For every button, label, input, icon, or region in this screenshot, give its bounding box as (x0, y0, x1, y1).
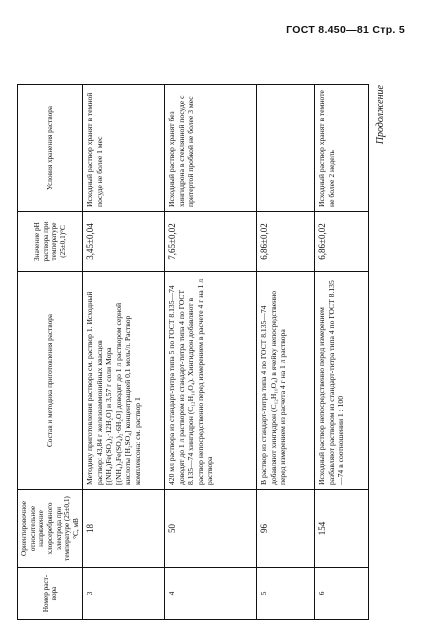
header-number: Номер раст-вора (18, 568, 83, 620)
row-composition: Методику приготовления раствора см. раствор 1. Исходный раствор: 43,84 г железоаммонийных квасцов [(NH₄)Fe(SO₄)₂·12H₂O] и 3,57 г соли Мора [(NH₄)₂Fe(SO₄)₂·6H₂O] доводят до 1 л раствором серной кислоты [H₂SO₄] концентрацией 0,1 моль/л. Раствор комплексона: см. раствор 1 (83, 272, 165, 490)
row-number: 6 (315, 568, 369, 620)
header-voltage: Ориентировочное относительное напряжение хлорсеребряного электрода при температуре (25±0,1)°С, мВ (18, 490, 83, 568)
row-ph: 3,45±0,04 (83, 212, 165, 272)
row-ph: 6,86±0,02 (315, 212, 369, 272)
row-voltage: 18 (83, 490, 165, 568)
row-composition: 420 мл раствора из стандарт-титра типа 5 по ГОСТ 8.135—74 доводят до 1 л раствором из стандарт-титра типа 4 по ГОСТ 8.135—74 хингидрон (C₁₂H₁₀O₄). Хингидрон добавляют в раствор непосредственно перед измерением в расчете 4 г на 1 л раствора (165, 272, 257, 490)
rotated-table-block (17, 85, 412, 620)
row-number: 4 (165, 568, 257, 620)
row-storage: Исходный раствор хранят в темноте не более 2 недель (315, 85, 369, 212)
row-voltage: 50 (165, 490, 257, 568)
header-ph: Значение pH раствора при температуре (25±0,1)°С (18, 212, 83, 272)
page-header: ГОСТ 8.450—81 Стр. 5 (286, 24, 405, 36)
row-composition: Исходный раствор непосредственно перед измерением разбавляют раствором из стандарт-титра типа 4 по ГОСТ 8.135—74 в соотношении 1 : 100 (315, 272, 369, 490)
solutions-table (17, 84, 369, 620)
header-composition: Состав и методика приготовления раствора (18, 272, 83, 490)
row-number: 3 (83, 568, 165, 620)
table-row (315, 85, 369, 620)
row-storage: Исходный раствор хранят без хингидрона в стеклянной посуде с притертой пробкой не более 3 мес (165, 85, 257, 212)
table-row (257, 85, 315, 620)
row-storage (257, 85, 315, 212)
row-ph: 6,86±0,02 (257, 212, 315, 272)
row-voltage: 154 (315, 490, 369, 568)
row-voltage: 96 (257, 490, 315, 568)
row-composition: В раствор из стандарт-титра типа 4 по ГОСТ 8.135—74 добавляют хингидрон (C₁₂H₁₀O₄) в ячейку непосредственно перед измерением из расчета 4 г на 1 л раствора (257, 272, 315, 490)
table-header-row (18, 85, 83, 620)
header-storage: Условия хранения раствора (18, 85, 83, 212)
table-row (165, 85, 257, 620)
row-number: 5 (257, 568, 315, 620)
row-storage: Исходный раствор хранят в темной посуде не более 1 мес (83, 85, 165, 212)
row-ph: 7,65±0,02 (165, 212, 257, 272)
continuation-label: Продолжение (375, 85, 386, 145)
table-row (83, 85, 165, 620)
